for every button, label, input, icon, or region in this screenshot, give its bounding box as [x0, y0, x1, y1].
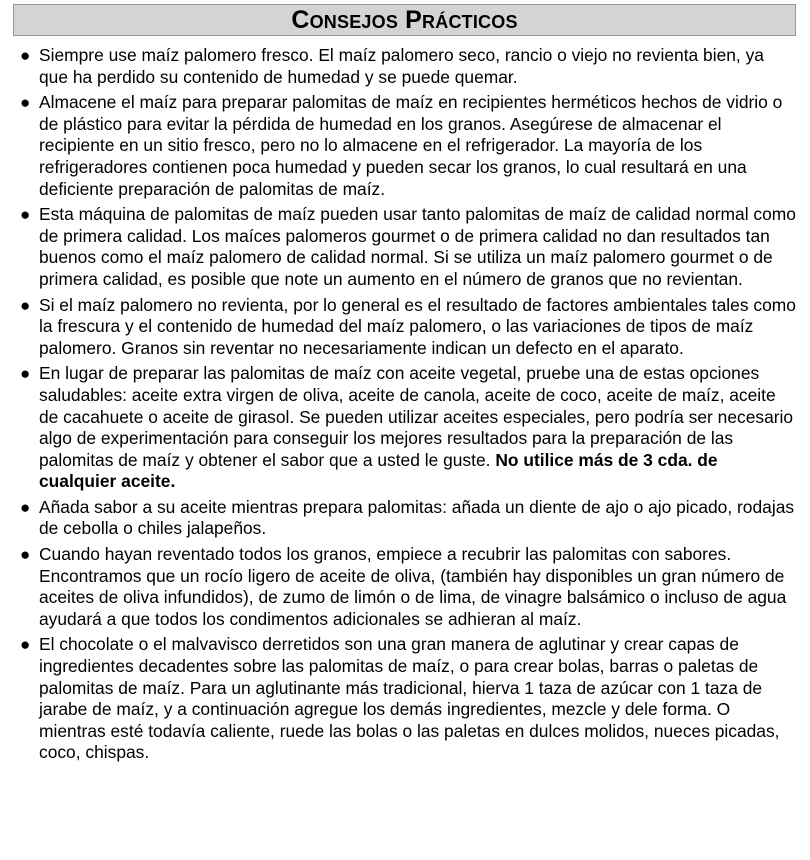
- bullet-icon: ●: [20, 93, 31, 113]
- bullet-icon: ●: [20, 46, 31, 65]
- tip-text: Siempre use maíz palomero fresco. El maíz palomero seco, rancio o viejo no revienta bien, ya que ha perdido su contenido de humedad y se puede quemar.: [39, 45, 764, 87]
- bullet-icon: ●: [20, 364, 31, 384]
- tip-text: Cuando hayan reventado todos los granos, empiece a recubrir las palomitas con sabores. Encontramos que un rocío ligero de aceite de oliva, (también hay disponibles un gran número de aceites de oliva infundidos), de zumo de limón o de lima, de vinagre balsámico o incluso de agua ayudará a que todos los condimentos adicionales se adhieran al maíz.: [39, 544, 787, 629]
- tip-text: Esta máquina de palomitas de maíz pueden usar tanto palomitas de maíz de calidad normal como de primera calidad. Los maíces palomeros gourmet o de primera calidad no dan resultados tan buenos como el maíz palomero de calidad normal. Si se utiliza un maíz palomero gourmet o de primera calidad, es posible que note un aumento en el número de granos que no revientan.: [39, 204, 796, 289]
- bullet-icon: ●: [20, 295, 31, 315]
- list-item: [13, 363, 796, 493]
- title-bar: [13, 4, 796, 36]
- list-item: [13, 634, 796, 764]
- tip-warning-text: No utilice más de 3 cda. de cualquier aceite.: [39, 449, 718, 492]
- list-item: [13, 497, 796, 540]
- bullet-icon: ●: [20, 635, 31, 655]
- tip-text: Si el maíz palomero no revienta, por lo general es el resultado de factores ambientales tales como la frescura y el contenido de humedad del maíz palomero, o las variaciones de tipos de maíz palomero. Granos sin reventar no necesariamente indican un defecto en el aparato.: [39, 294, 796, 358]
- tip-text: Añada sabor a su aceite mientras prepara palomitas: añada un diente de ajo o ajo picado, rodajas de cebolla o chiles jalapeños.: [39, 496, 795, 539]
- list-item: [13, 295, 796, 360]
- tip-text: El chocolate o el malvavisco derretidos son una gran manera de aglutinar y crear capas de ingredientes decadentes sobre las palomitas de maíz, o para crear bolas, barras o paletas de palomitas de maíz. Para un aglutinante más tradicional, hierva 1 taza de azúcar con 1 taza de jarabe de maíz, y a continuación agregue los demás ingredientes, mezcle y dele forma. O mientras esté todavía caliente, ruede las bolas o las paletas en dulces molidos, nueces picadas, coco, chispas.: [39, 634, 780, 763]
- tips-list: [13, 45, 796, 768]
- list-item: [13, 92, 796, 200]
- list-item: [13, 45, 796, 88]
- bullet-icon: ●: [20, 545, 31, 565]
- tip-text: Almacene el maíz para preparar palomitas de maíz en recipientes herméticos hechos de vidrio o de plástico para evitar la pérdida de humedad en los granos. Asegúrese de almacenar el recipiente en un sitio fresco, pero no lo almacene en el refrigerador. La mayoría de los refrigeradores contienen poca humedad y pueden secar los granos, lo cual resultará en una deficiente preparación de palomitas de maíz.: [39, 92, 783, 199]
- bullet-icon: ●: [20, 497, 31, 517]
- page-title: Consejos Prácticos: [291, 5, 518, 34]
- tip-text: En lugar de preparar las palomitas de maíz con aceite vegetal, pruebe una de estas opciones saludables: aceite extra virgen de oliva, aceite de canola, aceite de coco, aceite de maíz, aceite de cacahuete o aceite de girasol. Se pueden utilizar aceites especiales, pero podría ser necesario algo de experimentación para conseguir los mejores resultados para la preparación de las palomitas de maíz y obtener el sabor que a usted le guste.: [39, 363, 794, 470]
- list-item: [13, 204, 796, 290]
- list-item: [13, 544, 796, 630]
- bullet-icon: ●: [20, 205, 31, 225]
